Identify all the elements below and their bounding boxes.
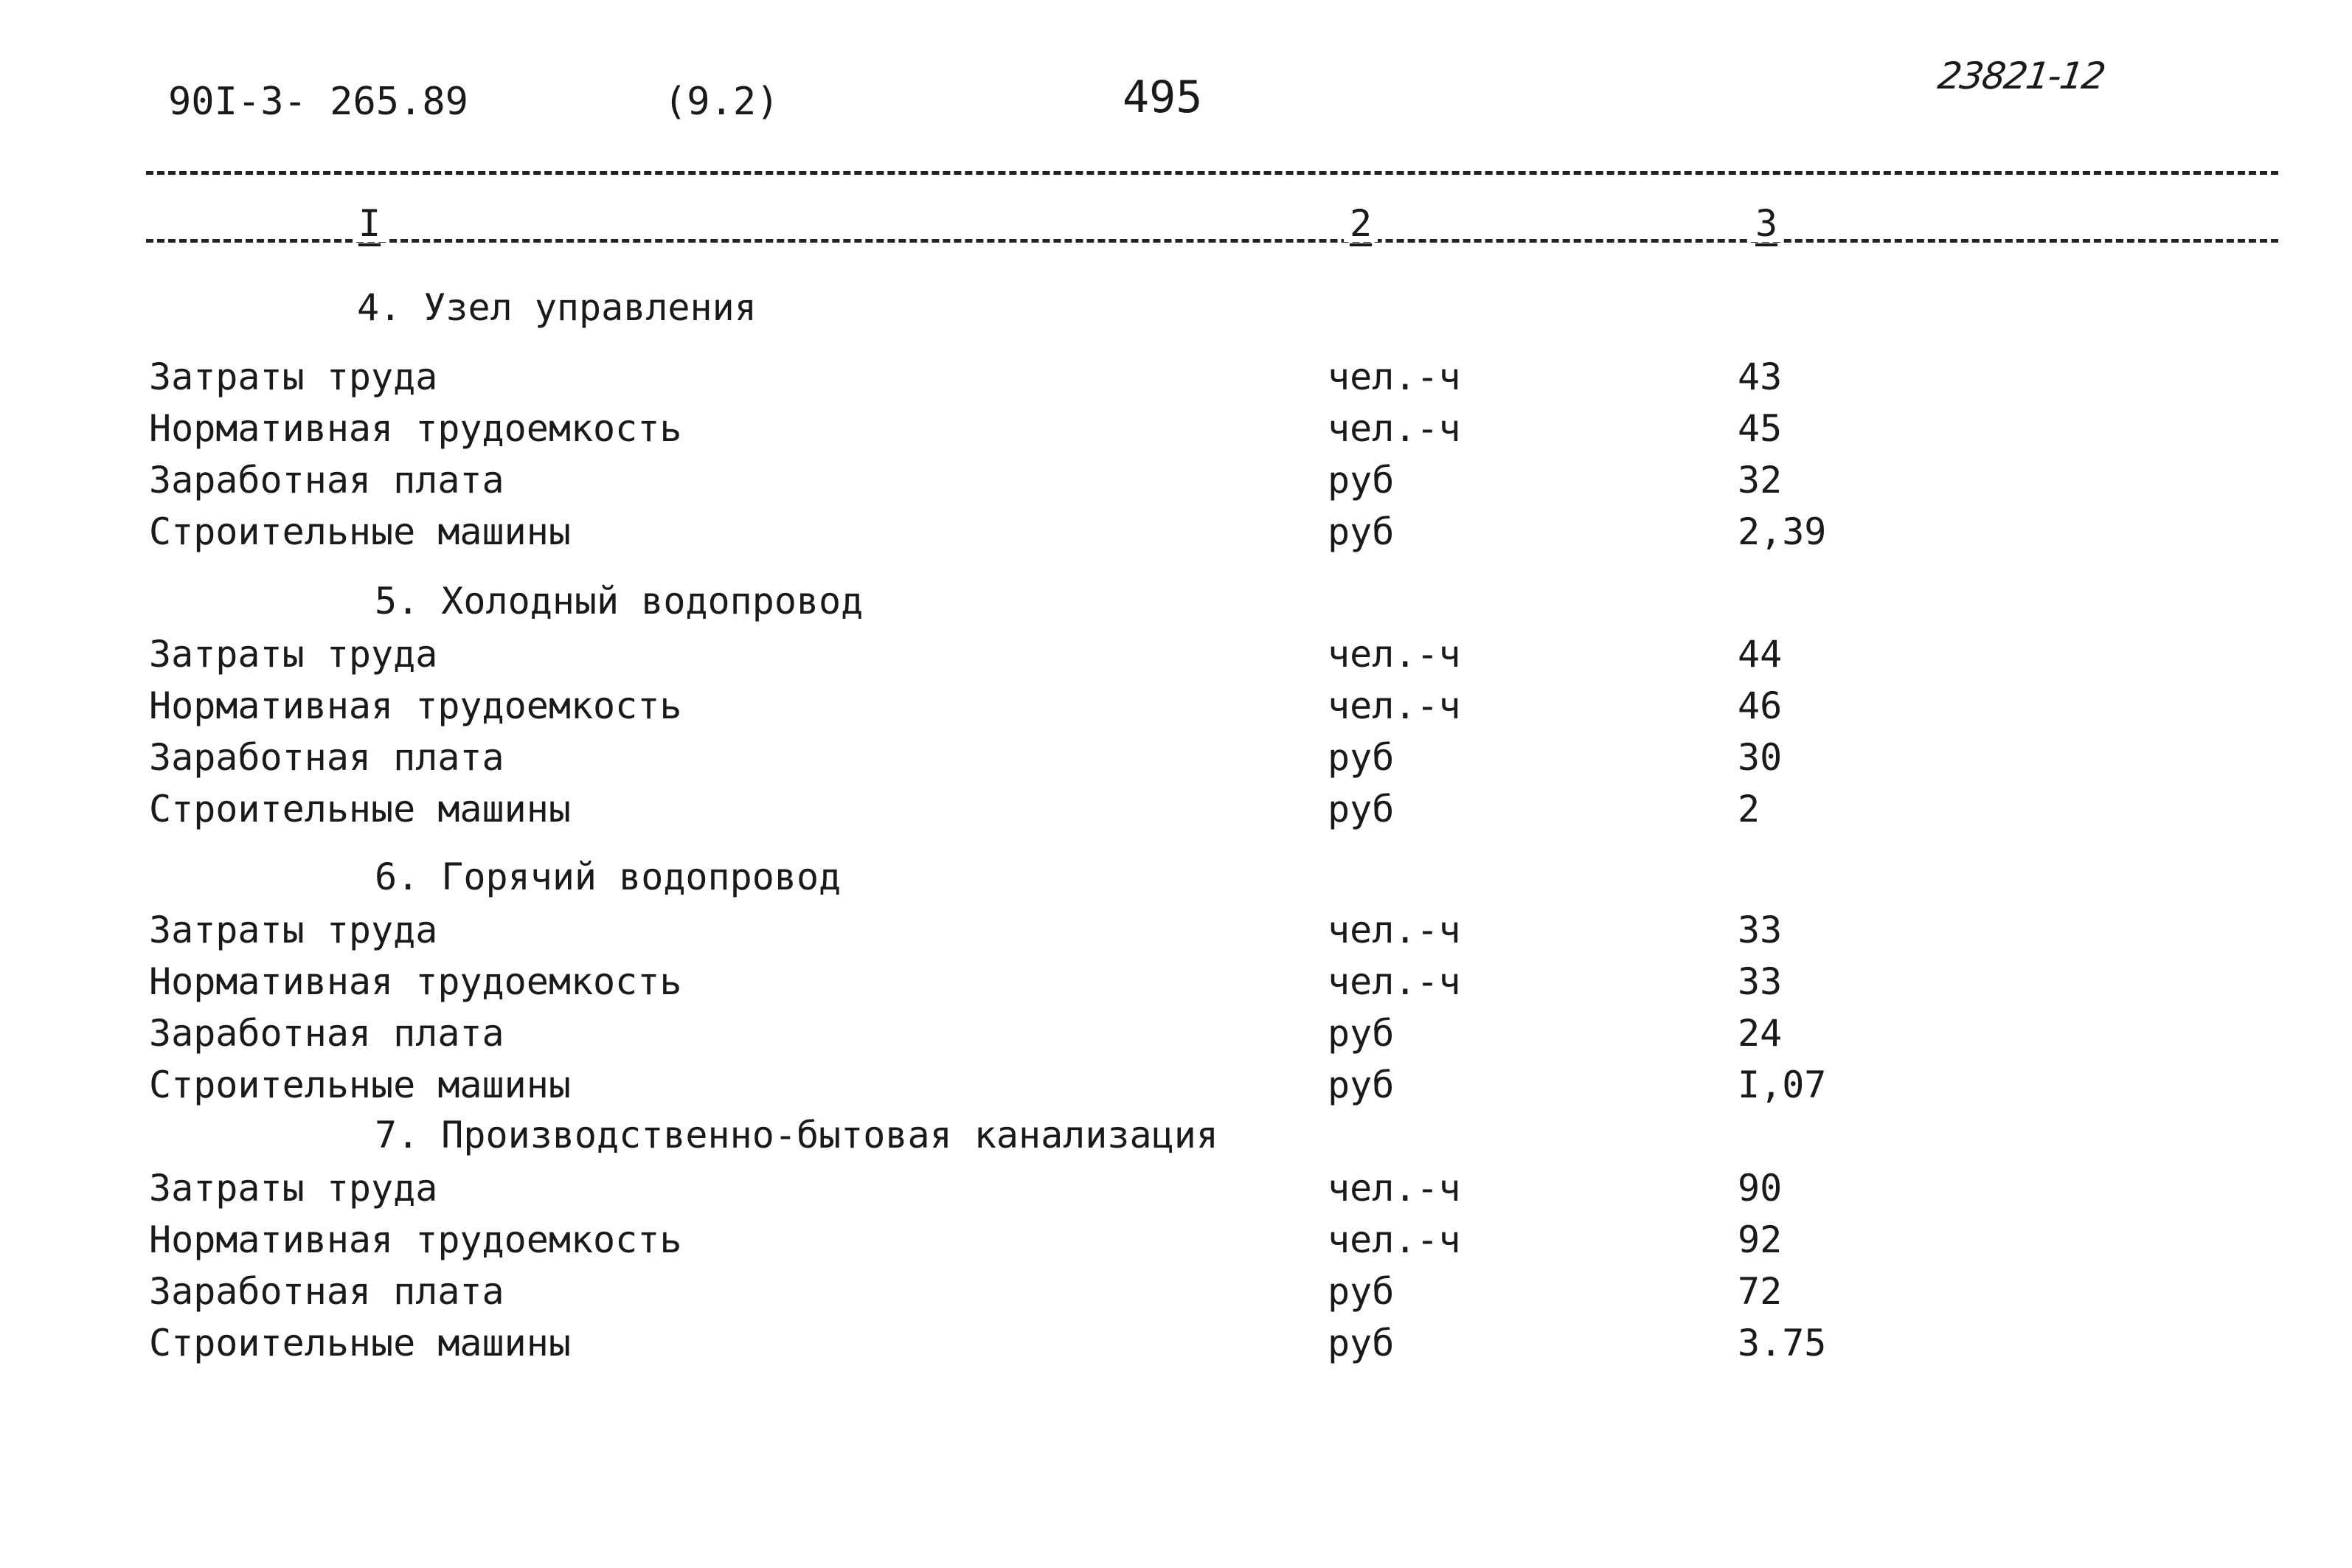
row-unit: руб — [1328, 459, 1395, 502]
row-label: Заработная плата — [149, 736, 504, 779]
row-label: Строительные машины — [149, 510, 571, 553]
column-number-3: 3 — [1749, 205, 1783, 242]
row-label: Затраты труда — [149, 355, 438, 398]
section-title: 7. Производственно-бытовая канализация — [375, 1114, 1218, 1156]
row-value: 45 — [1738, 407, 1783, 450]
row-unit: чел.-ч — [1328, 960, 1461, 1003]
document-code: 90I-3- 265.89 — [168, 80, 468, 124]
row-unit: чел.-ч — [1328, 1218, 1461, 1261]
row-value: I,07 — [1738, 1064, 1827, 1106]
row-label: Строительные машины — [149, 1064, 571, 1106]
row-value: 2,39 — [1738, 510, 1827, 553]
column-dashed-rule — [146, 239, 2278, 243]
section-title: 4. Узел управления — [357, 286, 757, 329]
row-unit: руб — [1328, 788, 1395, 830]
row-value: 24 — [1738, 1012, 1783, 1055]
row-label: Строительные машины — [149, 788, 571, 830]
row-unit: чел.-ч — [1328, 355, 1461, 398]
row-unit: чел.-ч — [1328, 633, 1461, 676]
row-value: 72 — [1738, 1270, 1783, 1313]
top-dashed-rule — [146, 171, 2278, 175]
row-label: Затраты труда — [149, 1167, 438, 1210]
row-unit: руб — [1328, 1322, 1395, 1364]
row-value: 90 — [1738, 1167, 1783, 1210]
sheet-reference: (9.2) — [664, 80, 780, 124]
row-value: 46 — [1738, 684, 1783, 727]
row-value: 43 — [1738, 355, 1783, 398]
row-label: Заработная плата — [149, 1012, 504, 1055]
row-unit: руб — [1328, 736, 1395, 779]
row-value: 2 — [1738, 788, 1760, 830]
row-label: Затраты труда — [149, 633, 438, 676]
row-unit: руб — [1328, 1012, 1395, 1055]
row-value: 3.75 — [1738, 1322, 1827, 1364]
handwritten-archive-number: 23821-12 — [1935, 55, 2107, 97]
row-unit: чел.-ч — [1328, 684, 1461, 727]
row-unit: чел.-ч — [1328, 1167, 1461, 1210]
column-number-2: 2 — [1344, 205, 1378, 242]
row-unit: чел.-ч — [1328, 909, 1461, 951]
row-value: 92 — [1738, 1218, 1783, 1261]
column-number-1: I — [353, 205, 386, 242]
section-title: 5. Холодный водопровод — [375, 580, 864, 622]
row-value: 30 — [1738, 736, 1783, 779]
row-value: 33 — [1738, 960, 1783, 1003]
row-label: Нормативная трудоемкость — [149, 1218, 682, 1261]
row-label: Нормативная трудоемкость — [149, 407, 682, 450]
section-title: 6. Горячий водопровод — [375, 856, 842, 898]
row-value: 33 — [1738, 909, 1783, 951]
row-label: Заработная плата — [149, 459, 504, 502]
row-unit: руб — [1328, 1270, 1395, 1313]
row-label: Заработная плата — [149, 1270, 504, 1313]
row-unit: руб — [1328, 1064, 1395, 1106]
row-value: 32 — [1738, 459, 1783, 502]
row-label: Затраты труда — [149, 909, 438, 951]
row-unit: руб — [1328, 510, 1395, 553]
row-label: Строительные машины — [149, 1322, 571, 1364]
row-label: Нормативная трудоемкость — [149, 960, 682, 1003]
row-value: 44 — [1738, 633, 1783, 676]
page-number: 495 — [1123, 72, 1203, 123]
row-label: Нормативная трудоемкость — [149, 684, 682, 727]
row-unit: чел.-ч — [1328, 407, 1461, 450]
